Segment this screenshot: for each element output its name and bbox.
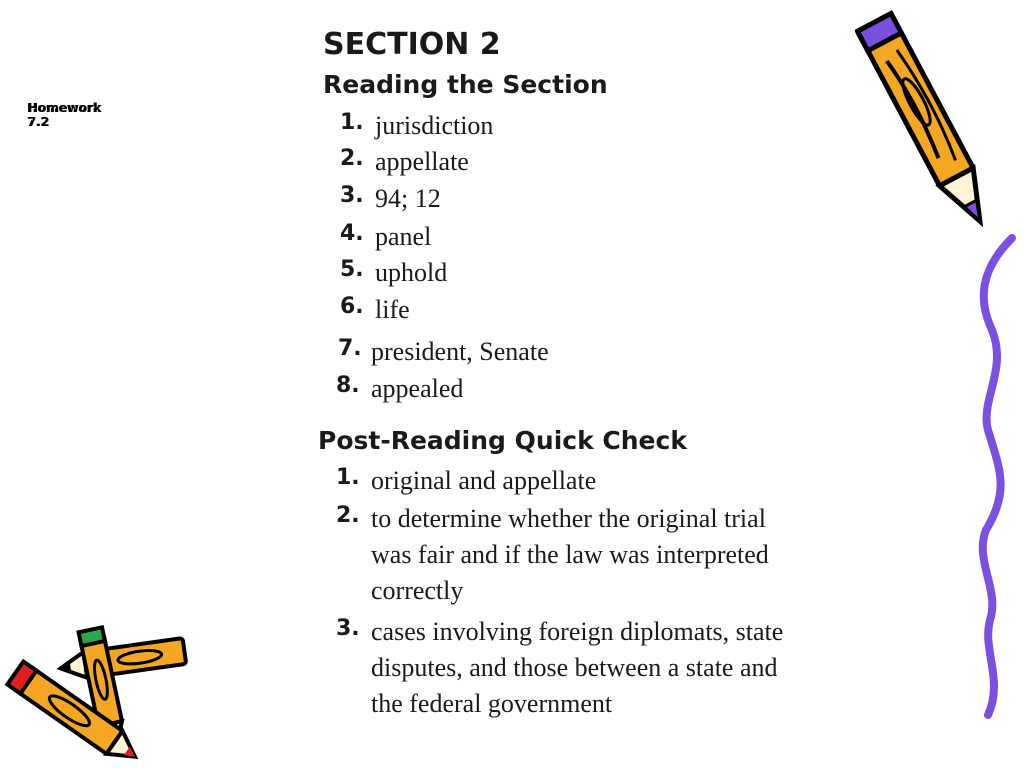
item-number: 1. bbox=[340, 110, 364, 135]
quick-check-item bbox=[336, 463, 596, 499]
item-answer bbox=[371, 463, 596, 499]
pencils-icon bbox=[0, 615, 205, 760]
item-answer bbox=[371, 614, 783, 722]
answer-line: to determine whether the original trial bbox=[371, 504, 766, 533]
homework-label-line2: 7.2 bbox=[28, 115, 50, 129]
quick-check-item bbox=[336, 614, 783, 722]
item-answer bbox=[371, 501, 769, 609]
item-number: 2. bbox=[336, 503, 360, 528]
item-number: 8. bbox=[336, 373, 360, 398]
item-number: 2. bbox=[340, 146, 364, 171]
reading-item bbox=[336, 371, 463, 407]
item-answer: uphold bbox=[375, 258, 448, 287]
item-answer: life bbox=[375, 295, 410, 324]
answer-line: original and appellate bbox=[371, 466, 597, 495]
reading-item bbox=[340, 144, 469, 180]
reading-item bbox=[340, 108, 493, 144]
answer-line: was fair and if the law was interpreted bbox=[371, 540, 769, 569]
item-answer: president, Senate bbox=[371, 337, 549, 366]
answer-line: disputes, and those between a state and bbox=[371, 653, 778, 682]
item-answer: jurisdiction bbox=[375, 111, 494, 140]
reading-item bbox=[340, 219, 431, 255]
answer-line: correctly bbox=[371, 576, 464, 605]
item-number: 1. bbox=[336, 465, 360, 490]
pencil-icon bbox=[855, 0, 1005, 245]
reading-heading: Reading the Section bbox=[323, 70, 608, 99]
item-answer: panel bbox=[375, 222, 432, 251]
item-number: 3. bbox=[340, 183, 364, 208]
reading-item bbox=[340, 292, 410, 328]
quick-check-heading: Post-Reading Quick Check bbox=[318, 426, 687, 455]
reading-item bbox=[340, 255, 447, 291]
homework-label-line1: Homework bbox=[28, 101, 102, 115]
item-number: 7. bbox=[338, 336, 362, 361]
item-answer: 94; 12 bbox=[375, 184, 441, 213]
section-title: SECTION 2 bbox=[323, 27, 501, 62]
reading-item bbox=[338, 334, 549, 370]
item-answer: appellate bbox=[375, 147, 469, 176]
answer-line: the federal government bbox=[371, 689, 613, 718]
squiggle-line bbox=[960, 230, 1024, 725]
reading-item bbox=[340, 181, 441, 217]
item-number: 4. bbox=[340, 221, 364, 246]
answer-line: cases involving foreign diplomats, state bbox=[371, 617, 784, 646]
item-number: 6. bbox=[340, 294, 364, 319]
item-number: 5. bbox=[340, 257, 364, 282]
item-answer: appealed bbox=[371, 374, 464, 403]
quick-check-item bbox=[336, 501, 769, 609]
item-number: 3. bbox=[336, 616, 360, 641]
